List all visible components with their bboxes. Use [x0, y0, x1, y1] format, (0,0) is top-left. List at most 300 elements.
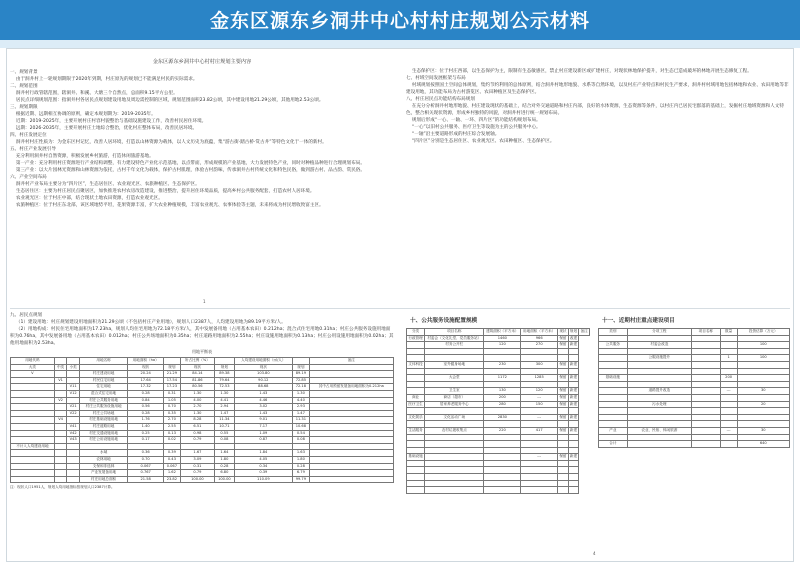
table-cell: 住宅用地: [79, 384, 127, 391]
column-header: 项目名称: [425, 329, 484, 336]
table-cell: [692, 335, 721, 342]
table-cell: [67, 476, 80, 483]
table-cell: [11, 437, 55, 444]
table-cell: 81.86: [180, 377, 215, 384]
table-row: [11, 423, 394, 430]
table-cell: [558, 434, 569, 441]
table-cell: 保留: [558, 414, 569, 421]
table-cell: 1460: [484, 335, 521, 342]
table-cell: [737, 421, 789, 428]
table-cell: [720, 401, 737, 408]
table-cell: [484, 441, 521, 448]
table-cell: [521, 480, 558, 487]
page3-heading: 十、公共服务设施配置规模: [410, 318, 478, 324]
table-cell: [484, 487, 521, 494]
table-cell: [558, 460, 569, 467]
table-cell: [11, 470, 55, 477]
table-cell: 100: [737, 342, 789, 349]
table-cell: 0.08: [215, 437, 234, 444]
table-cell: [484, 480, 521, 487]
table-cell: [67, 456, 80, 463]
table-cell: [558, 441, 569, 448]
table-cell: 21.29: [164, 371, 180, 378]
table-row: [599, 348, 790, 355]
page1-left: [10, 56, 394, 306]
table-cell: [407, 460, 425, 467]
table-cell: ---: [521, 414, 558, 421]
table-title: 用地平衡表: [192, 349, 212, 354]
table-row: [11, 476, 394, 483]
table-cell: 村庄交通设施用地: [79, 430, 127, 437]
table-cell: [568, 421, 579, 428]
table-cell: [558, 355, 569, 362]
table-cell: 1.80: [215, 456, 234, 463]
table-cell: 公服设施提升: [627, 355, 691, 362]
table-cell: [309, 476, 393, 483]
banner-title: 金东区源东乡洞井中心村村庄规划公示材料: [209, 10, 590, 32]
table-cell: [521, 474, 558, 481]
banner-band: [0, 40, 800, 48]
table-cell: 11.31: [293, 417, 309, 424]
table-cell: 640: [737, 441, 789, 448]
column-header: [79, 364, 127, 371]
column-header: 用地面积（平方米）: [521, 329, 558, 336]
paragraph: 生态居住区：主要为村庄居民点聚居区，加快推进农村农房改造建设，推进整治，提升居住环境品质，提高乡村公共服务配套，打造农村人居环境。: [10, 189, 315, 194]
table-cell: 0.28: [128, 410, 164, 417]
table-cell: 合计: [599, 441, 628, 448]
table-cell: [720, 361, 737, 368]
table-cell: 文体科技: [407, 361, 425, 368]
table-row: [11, 443, 394, 450]
table-cell: 商业: [407, 394, 425, 401]
table-row: [11, 397, 394, 404]
column-header: [215, 358, 234, 365]
table-cell: [67, 463, 80, 470]
table-cell: [425, 467, 484, 474]
table-cell: 120: [484, 342, 521, 349]
doc-title: 金东区源东乡洞井中心村村庄规划主要内容: [152, 59, 252, 65]
table-cell: [599, 381, 628, 388]
table-cell: [720, 342, 737, 349]
table-cell: 0.84: [128, 397, 164, 404]
table-row: [407, 421, 590, 428]
table-cell: [599, 388, 628, 395]
table-cell: 2.70: [180, 404, 215, 411]
table-cell: 农业、民宿、休闲旅游: [627, 427, 691, 434]
table-cell: [692, 408, 721, 415]
table-cell: [599, 401, 628, 408]
paragraph: 六、产业空间布局: [10, 175, 47, 180]
table-cell: [692, 441, 721, 448]
table-cell: 72.53: [215, 384, 234, 391]
table-cell: [54, 390, 67, 397]
table-cell: [11, 417, 55, 424]
table-cell: [737, 381, 789, 388]
table-cell: [521, 348, 558, 355]
table-cell: 村庄道路用地: [79, 423, 127, 430]
table-cell: [521, 447, 558, 454]
table-cell: [407, 381, 425, 388]
table-cell: V21: [67, 404, 80, 411]
table-row: [599, 329, 790, 336]
table-cell: [568, 460, 579, 467]
table-cell: [737, 414, 789, 421]
table-cell: [54, 443, 67, 450]
table-cell: 新建: [568, 342, 579, 349]
table-row: [11, 384, 394, 391]
table-cell: [720, 414, 737, 421]
table-cell: 新建: [568, 388, 579, 395]
table-cell: [484, 447, 521, 454]
table-cell: 村庄基础设施用地: [79, 417, 127, 424]
table-cell: 20.24: [128, 371, 164, 378]
table-cell: [407, 368, 425, 375]
table-cell: [692, 421, 721, 428]
table-cell: 保留: [558, 454, 569, 461]
table-cell: [627, 408, 691, 415]
column-header: 现状: [234, 364, 293, 371]
table-cell: [558, 474, 569, 481]
table-cell: 0.28: [215, 463, 234, 470]
table-cell: 1172: [484, 375, 521, 382]
paragraph: 七、村域空间发展框架与布局: [406, 76, 466, 81]
table-cell: [484, 355, 521, 362]
table-cell: V12: [67, 390, 80, 397]
table-row: [599, 355, 790, 362]
column-header: 投资估算（万元）: [737, 329, 789, 336]
table-row: [407, 401, 590, 408]
table-cell: 23.82: [164, 476, 180, 483]
table-row: [11, 358, 394, 365]
table-cell: [234, 443, 293, 450]
table-cell: [425, 487, 484, 494]
table-cell: 农林用地: [79, 456, 127, 463]
table-cell: [568, 381, 579, 388]
table-cell: 新建: [568, 401, 579, 408]
paragraph: 三、规划期限: [10, 105, 38, 110]
table-cell: [54, 450, 67, 457]
table-cell: [54, 463, 67, 470]
table-cell: V42: [67, 430, 80, 437]
table-cell: V1: [54, 377, 67, 384]
table-cell: 1.84: [234, 450, 293, 457]
paragraph: 规划后形成“一心、一轴、一环、四片区”的功能结构规划布局。: [406, 118, 541, 123]
table-cell: [568, 368, 579, 375]
table-cell: V: [11, 371, 55, 378]
table-row: [11, 470, 394, 477]
table-row: [407, 474, 590, 481]
table-cell: [521, 460, 558, 467]
table-cell: [407, 480, 425, 487]
table-cell: [484, 474, 521, 481]
table-cell: [599, 368, 628, 375]
table-cell: 新建: [568, 394, 579, 401]
table-row: [599, 335, 790, 342]
table-cell: 村庄公共服务用地: [79, 397, 127, 404]
table-row: [11, 364, 394, 371]
table-cell: [737, 348, 789, 355]
table-row: [11, 437, 394, 444]
table-cell: 0.067: [128, 463, 164, 470]
table-row: [407, 447, 590, 454]
table-cell: [309, 397, 393, 404]
table-row: [407, 355, 590, 362]
table-cell: [692, 381, 721, 388]
table-cell: [164, 443, 180, 450]
table-cell: [309, 423, 393, 430]
table-cell: 30: [737, 388, 789, 395]
table-cell: [215, 443, 234, 450]
table-cell: ---: [720, 427, 737, 434]
table-cell: 村务公开栏: [425, 342, 484, 349]
table-cell: [54, 456, 67, 463]
table-cell: [720, 441, 737, 448]
table-row: [11, 404, 394, 411]
table-cell: [425, 368, 484, 375]
table-cell: [407, 467, 425, 474]
table-cell: 6.80: [215, 470, 234, 477]
table-cell: [407, 434, 425, 441]
table-cell: 103.80: [234, 371, 293, 378]
table-cell: 商店（超市）: [425, 394, 484, 401]
paragraph: 洞井村村庄性质为：为金东区村记忆，改善人居环境，打造以山林资源为载体，以人文历史为底蕴，集“游古街·踏古桥·赏古井”等特色文化于一体的新村。: [10, 140, 327, 145]
table-cell: [627, 381, 691, 388]
table-cell: 0.70: [128, 456, 164, 463]
table-cell: [484, 434, 521, 441]
paragraph: 在充分分析洞井村地形地貌、村庄建设现状的基础上，结合对外交通道路和村庄内部，良好的水体资源，生态资源等条件，以村庄内已居民宅群落的基础上，发掘村庄地域资源和人文特色，整合相关现状资源，形成乡村独特的风貌，对洞井村进行统一规划布局。: [406, 104, 784, 116]
table-cell: 270: [521, 342, 558, 349]
table-row: [11, 371, 394, 378]
page3: [406, 312, 590, 560]
table-cell: [558, 348, 569, 355]
table-row: [599, 408, 790, 415]
table-cell: [720, 368, 737, 375]
column-header: 中类: [54, 364, 67, 371]
paragraph: 第三产业：以大片园林光资源和山林资源为依托，古村千年文化为载体，保护古村肌理，体验古村韵味，传承洞井古村传统文化和特色民俗，做到游古村、品古韵、赏民俗。: [10, 168, 365, 173]
table-cell: [737, 375, 789, 382]
table-cell: 89.38: [215, 371, 234, 378]
table-cell: [484, 348, 521, 355]
table-cell: [309, 430, 393, 437]
table-cell: [67, 450, 80, 457]
column-header: [164, 358, 180, 365]
table-cell: [568, 447, 579, 454]
paragraph: 农业观光区：位于村庄中部，结合现状土地农田资源，打造农业观光区。: [10, 196, 163, 201]
table-cell: [720, 348, 737, 355]
table-cell: 130: [484, 388, 521, 395]
paragraph: 九、居民点规划: [10, 313, 43, 318]
land-balance-table: [10, 357, 394, 483]
table-cell: 280: [484, 401, 521, 408]
table-row: [407, 335, 590, 342]
table-cell: [54, 430, 67, 437]
table-cell: 0.28: [293, 463, 309, 470]
table-cell: [407, 388, 425, 395]
table-cell: [692, 401, 721, 408]
table-cell: [309, 456, 393, 463]
table-cell: [425, 454, 484, 461]
table-cell: 417: [521, 427, 558, 434]
table-cell: [720, 381, 737, 388]
table-cell: 0.70: [164, 404, 180, 411]
table-cell: V43: [67, 437, 80, 444]
table-cell: 行政管理: [407, 335, 425, 342]
table-cell: [54, 410, 67, 417]
table-cell: 保留: [558, 375, 569, 382]
table-cell: [484, 381, 521, 388]
table-cell: [692, 348, 721, 355]
table-cell: 卫生室: [425, 388, 484, 395]
table-cell: 966: [521, 335, 558, 342]
table-row: [599, 434, 790, 441]
table-cell: [484, 460, 521, 467]
table-row: [407, 414, 590, 421]
table-cell: 村庄公共服务设施用地: [79, 404, 127, 411]
table-cell: 0.31: [180, 463, 215, 470]
table-cell: [425, 480, 484, 487]
table-row: [599, 427, 790, 434]
column-header: [309, 364, 393, 371]
table-cell: 0.98: [180, 430, 215, 437]
column-header: 所占比例（%）: [180, 358, 215, 365]
table-cell: 72.85: [293, 377, 309, 384]
paragraph: （2）用地构成：村民住宅用地面积为17.23ha，规划人均住宅用地为72.18平方米/人，其中发展备用地（占用基本农田）0.212ha；混合式住宅用地0.31ha；村庄公共服务设施用地面积为0.76ha，其中发展备用地（占用基本农田）0.012ha；村庄公共场地面积为0.35ha；村庄道路用地面积为2.55ha；村庄设施用地面积为0.13ha；村庄公用设施用地面积为0.02ha；其他用地面积为2.53ha。: [10, 327, 394, 346]
table-cell: [737, 368, 789, 375]
table-cell: 120: [521, 388, 558, 395]
page1-left-text: [10, 69, 394, 209]
paragraph: 居民点详细规划范围：指洞井村各居民点规划建设用地及周边需控制的区域，规划范围面积23.82公顷，其中建设用地21.29公顷，其他用地2.53公顷。: [10, 98, 324, 103]
table-cell: 水域: [79, 450, 127, 457]
paragraph: 充分利用洞井村自然资源，积极发展乡村旅游，打造休闲旅游基地。: [10, 154, 154, 159]
horizontal-divider: [10, 308, 790, 309]
column-header: [54, 358, 67, 365]
table-cell: [692, 434, 721, 441]
column-header: 人均建设用地面积（㎡/人）: [234, 358, 293, 365]
table-cell: 100: [737, 355, 789, 362]
table-cell: 21.58: [128, 476, 164, 483]
table-cell: 保留: [558, 342, 569, 349]
table-cell: [599, 394, 628, 401]
page-number: 1: [203, 299, 206, 304]
table-cell: [720, 394, 737, 401]
paragraph: 洞井村行政管辖范围，辖洞井、和溪、大塘三个自然点，总面积9.15平方公里。: [10, 91, 178, 96]
table-cell: [568, 480, 579, 487]
table-cell: 1.47: [215, 410, 234, 417]
table-cell: 村庄公共场地: [79, 410, 127, 417]
table-cell: [407, 441, 425, 448]
column-header: 现状: [128, 364, 164, 371]
table-cell: 保留: [558, 361, 569, 368]
column-header: 规划: [215, 364, 234, 371]
table-cell: [407, 447, 425, 454]
table-cell: 220: [484, 427, 521, 434]
table-cell: 2.55: [164, 423, 180, 430]
table-cell: [737, 361, 789, 368]
column-header: 备注: [579, 329, 590, 336]
table-cell: 文化活动广场: [425, 414, 484, 421]
table-row: [11, 456, 394, 463]
table-cell: [425, 474, 484, 481]
table-cell: V22: [67, 410, 80, 417]
table-cell: 1.30: [293, 390, 309, 397]
table-row: [11, 417, 394, 424]
table-cell: 0.067: [164, 463, 180, 470]
table-cell: [627, 375, 691, 382]
page4-heading: 十一、近期村庄重点建设项目: [602, 318, 675, 324]
table-cell: [11, 390, 55, 397]
table-cell: 新建: [568, 375, 579, 382]
table-row: [11, 377, 394, 384]
table-cell: 4.46: [234, 397, 293, 404]
table-cell: 4.05: [234, 456, 293, 463]
table-cell: 0.79: [180, 437, 215, 444]
table-cell: 不计入人均建设用地: [11, 443, 55, 450]
table-cell: 2.94: [215, 404, 234, 411]
table-cell: 村庄建设用地: [79, 371, 127, 378]
table-cell: [407, 421, 425, 428]
table-cell: 新建: [568, 454, 579, 461]
table-cell: [484, 454, 521, 461]
column-header: 用地名称: [79, 358, 127, 365]
table-cell: [558, 467, 569, 474]
table-cell: 0.31: [164, 390, 180, 397]
table-cell: 72.18: [293, 384, 309, 391]
table-cell: [737, 394, 789, 401]
paragraph: 洞井村产业布局主要分为“四片区”，生态居住区、农业观光区、农旅种植区、生态保护区。: [10, 182, 200, 187]
table-cell: [293, 443, 309, 450]
table-cell: 0.17: [128, 437, 164, 444]
column-header: 类别: [599, 329, 628, 336]
table-cell: [67, 470, 80, 477]
page1-right-text: [406, 68, 790, 145]
table-cell: 6.79: [293, 470, 309, 477]
table-cell: [521, 434, 558, 441]
table-cell: 0.767: [128, 470, 164, 477]
table-cell: 0.79: [180, 470, 215, 477]
table-cell: [737, 335, 789, 342]
table-row: [407, 480, 590, 487]
table-cell: [407, 375, 425, 382]
table-cell: 89.19: [293, 371, 309, 378]
table-cell: [11, 463, 55, 470]
table-cell: [720, 408, 737, 415]
table-cell: 0.35: [164, 410, 180, 417]
column-header: 小类: [67, 364, 80, 371]
table-cell: [425, 447, 484, 454]
table-cell: [484, 408, 521, 415]
table-cell: [558, 447, 569, 454]
table-cell: 农村垃圾收集点: [425, 427, 484, 434]
table-cell: 文化娱乐: [407, 414, 425, 421]
table-cell: 6.51: [180, 423, 215, 430]
paragraph: 由于洞井村上一轮规划期限于2020年到期，村庄原先的规划已不能满足村民的实际需求。: [10, 77, 198, 82]
table-cell: 88.68: [234, 384, 293, 391]
table-cell: 支保和非选林: [79, 463, 127, 470]
table-cell: [627, 441, 691, 448]
table-cell: [309, 390, 393, 397]
table-cell: 生活服务: [407, 427, 425, 434]
table-cell: V11: [67, 384, 80, 391]
table-cell: 1.64: [215, 450, 234, 457]
table-cell: [484, 467, 521, 474]
column-header: 现状: [180, 364, 215, 371]
column-header: 分类: [407, 329, 425, 336]
table-cell: [67, 377, 80, 384]
table-cell: [11, 384, 55, 391]
table-cell: [180, 443, 215, 450]
table-cell: 0.28: [128, 390, 164, 397]
table-cell: [599, 434, 628, 441]
